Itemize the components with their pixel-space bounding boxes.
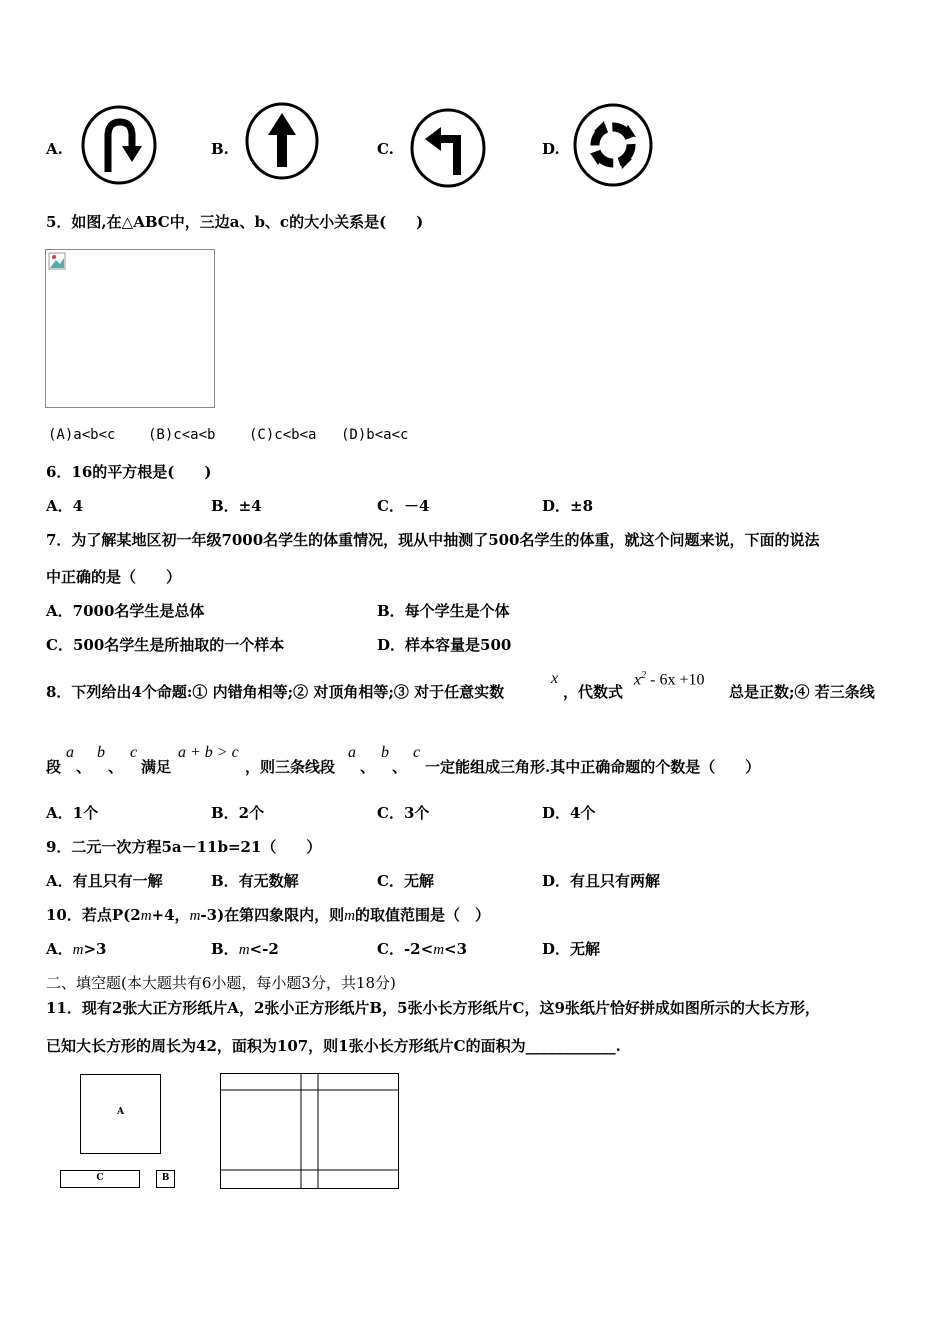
q5-option-c: (C)c<b<a — [249, 427, 317, 443]
question-10-stem: 10．若点P(2m+4，m-3)在第四象限内，则m的取值范围是（ ） — [46, 906, 491, 924]
q8-option-b: B．2个 — [211, 804, 265, 822]
question-8-line1c: 总是正数;④ 若三条线 — [729, 683, 875, 701]
q8-condition: a + b > c — [178, 744, 239, 761]
q8-var-b: b — [97, 744, 105, 761]
q6-option-c: C．－4 — [377, 497, 430, 515]
q8-expression: $x^2 - 6x +10$ — [634, 670, 705, 689]
question-11-line1: 11．现有2张大正方形纸片A，2张小正方形纸片B，5张小长方形纸片C，这9张纸片恰好拼成如图所示的大长方形， — [46, 999, 820, 1017]
q9-option-a: A．有且只有一解 — [46, 872, 163, 890]
q5-option-a: (A)a<b<c — [48, 427, 116, 443]
q9-option-c: C．无解 — [377, 872, 434, 890]
q8-var-b2: b — [381, 744, 389, 761]
question-5-stem: 5．如图,在△ABC中，三边a、b、c的大小关系是( ) — [46, 213, 424, 231]
q6-option-a: A．4 — [46, 497, 84, 515]
q7-option-a: A．7000名学生是总体 — [46, 602, 205, 620]
question-8-line1a: 8．下列给出4个命题:① 内错角相等;② 对顶角相等;③ 对于任意实数 — [46, 683, 505, 701]
question-11-line2: 已知大长方形的周长为42，面积为107，则1张小长方形纸片C的面积为____________. — [46, 1037, 621, 1055]
q8-var-c2: c — [413, 744, 421, 761]
q6-option-d: D．±8 — [542, 497, 594, 515]
piece-c-rectangle — [60, 1170, 140, 1188]
q8-var-a2: a — [348, 744, 356, 761]
straight-ahead-sign-icon — [244, 101, 320, 181]
question-8-line2d: 一定能组成三角形.其中正确命题的个数是（ ） — [425, 758, 761, 776]
q8-option-c: C．3个 — [377, 804, 430, 822]
turn-left-sign-icon — [409, 107, 487, 189]
question-8-line1b: ，代数式 — [563, 683, 624, 701]
piece-b-label: B — [161, 1173, 170, 1183]
q5-option-d: (D)b<a<c — [341, 427, 409, 443]
q8-var-c: c — [130, 744, 138, 761]
piece-a-label: A — [117, 1107, 124, 1117]
broken-figure-placeholder — [45, 249, 215, 408]
q7-option-c: C．500名学生是所抽取的一个样本 — [46, 636, 285, 654]
section-2-heading: 二、填空题(本大题共有6小题，每小题3分，共18分) — [46, 974, 396, 992]
question-9-stem: 9．二元一次方程5a－11b=21（ ） — [46, 838, 322, 856]
q8-var-x: x — [551, 670, 559, 687]
question-7-stem-line2: 中正确的是（ ） — [46, 568, 182, 586]
q8-sep-4: 、 — [392, 758, 408, 776]
assembled-rectangle-figure — [220, 1073, 400, 1190]
q8-var-a: a — [66, 744, 74, 761]
roundabout-sign-icon — [572, 103, 654, 187]
question-6-stem: 6．16的平方根是( ) — [46, 463, 212, 481]
option-b-label: B. — [211, 140, 229, 158]
option-a-label: A. — [46, 140, 63, 158]
q8-option-d: D．4个 — [542, 804, 596, 822]
question-8-line2a: 段 — [46, 758, 62, 776]
option-d-label: D. — [542, 140, 560, 158]
u-turn-sign-icon — [80, 104, 158, 186]
q9-option-b: B．有无数解 — [211, 872, 299, 890]
q8-sep-2: 、 — [108, 758, 124, 776]
q7-option-b: B．每个学生是个体 — [377, 602, 510, 620]
piece-a-square — [80, 1074, 161, 1154]
q10-option-d: D．无解 — [542, 940, 601, 958]
q10-option-c: C．-2<m<3 — [377, 940, 468, 958]
question-7-stem-line1: 7．为了解某地区初一年级7000名学生的体重情况，现从中抽测了500名学生的体重，就这个问题来说，下面的说法 — [46, 531, 820, 549]
piece-b-square — [156, 1170, 175, 1188]
question-8-line2c: ，则三条线段 — [245, 758, 336, 776]
q9-option-d: D．有且只有两解 — [542, 872, 661, 890]
q10-option-b: B．m<-2 — [211, 940, 279, 958]
option-c-label: C. — [377, 140, 394, 158]
q8-sep-1: 、 — [76, 758, 92, 776]
q5-option-b: (B)c<a<b — [148, 427, 216, 443]
q6-option-b: B．±4 — [211, 497, 262, 515]
question-8-line2b: 满足 — [141, 758, 172, 776]
q7-option-d: D．样本容量是500 — [377, 636, 512, 654]
piece-c-label: C — [96, 1173, 104, 1183]
broken-image-icon — [48, 252, 66, 270]
q8-option-a: A．1个 — [46, 804, 99, 822]
q10-option-a: A．m>3 — [46, 940, 107, 958]
q8-sep-3: 、 — [360, 758, 376, 776]
